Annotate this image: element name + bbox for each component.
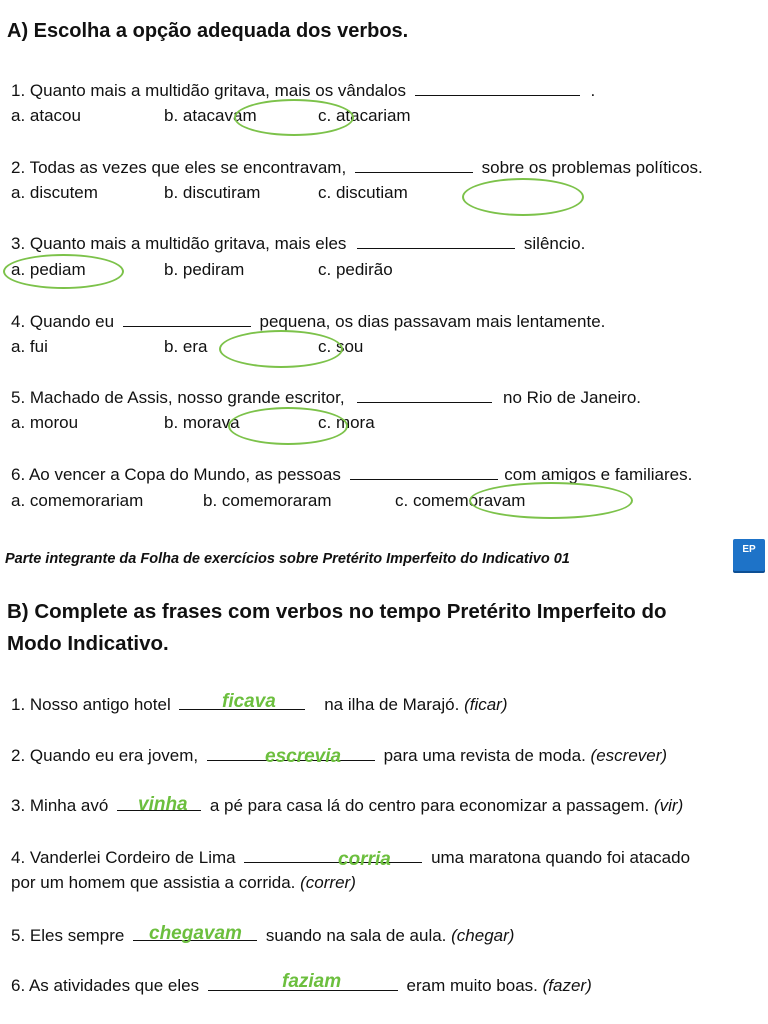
question-6 — [11, 465, 692, 485]
question-text: 5. Machado de Assis, nosso grande escritor, — [11, 388, 345, 407]
verb-hint: (fazer) — [542, 976, 592, 995]
question-text: 4. Quando eu — [11, 312, 115, 331]
option-b: b. atacavam — [164, 106, 257, 125]
selection-circle — [219, 330, 343, 368]
option-b: b. comemoraram — [203, 491, 332, 510]
answer-blank — [244, 848, 422, 863]
option-a: a. pediam — [11, 260, 86, 279]
exercise-5 — [11, 926, 514, 946]
answer-blank — [357, 234, 515, 249]
question-text: 3. Quanto mais a multidão gritava, mais eles — [11, 234, 347, 253]
answer-blank — [355, 158, 473, 173]
exercise-tail: a pé para casa lá do centro para economizar a passagem. — [209, 796, 650, 815]
exercise-text: 2. Quando eu era jovem, — [11, 746, 199, 765]
ep-logo — [733, 539, 765, 571]
verb-hint: (ficar) — [464, 695, 508, 714]
question-text: 1. Quanto mais a multidão gritava, mais os vândalos — [11, 81, 406, 100]
selection-circle — [228, 407, 348, 445]
option-a: a. morou — [11, 413, 79, 432]
exercise-text: 3. Minha avó — [11, 796, 109, 815]
option-a: a. discutem — [11, 183, 98, 202]
answer-blank — [357, 388, 492, 403]
option-c: c. pedirão — [318, 260, 393, 279]
selection-circle — [469, 482, 633, 519]
question-text: 6. Ao vencer a Copa do Mundo, as pessoas — [11, 465, 341, 484]
exercise-tail: suando na sala de aula. — [265, 926, 447, 945]
question-tail: . — [590, 81, 596, 100]
exercise-3 — [11, 796, 683, 816]
handwritten-answer: ficava — [222, 691, 276, 712]
option-c: c. discutiam — [318, 183, 408, 202]
question-tail: no Rio de Janeiro. — [503, 388, 642, 407]
handwritten-answer: chegavam — [149, 923, 242, 944]
handwritten-answer: faziam — [282, 971, 342, 992]
worksheet-caption: Parte integrante da Folha de exercícios sobre Pretérito Imperfeito do Indicativo 01 — [5, 551, 570, 567]
exercise-text: 4. Vanderlei Cordeiro de Lima — [11, 848, 236, 867]
logo-text: EP — [742, 544, 756, 555]
handwritten-answer: escrevia — [265, 746, 342, 767]
verb-hint: (correr) — [300, 873, 356, 892]
exercise-tail: eram muito boas. — [406, 976, 538, 995]
selection-circle — [3, 254, 124, 289]
option-a: a. atacou — [11, 106, 81, 125]
question-3 — [11, 234, 585, 254]
answer-blank — [415, 81, 580, 96]
option-b: b. morava — [164, 413, 240, 432]
section-a-title: A) Escolha a opção adequada dos verbos. — [7, 20, 409, 42]
verb-hint: (escrever) — [590, 746, 668, 765]
answer-blank — [350, 465, 498, 480]
section-b-title-line2: Modo Indicativo. — [7, 632, 169, 655]
exercise-tail: para uma revista de moda. — [383, 746, 586, 765]
question-4 — [11, 312, 605, 332]
exercise-4-line2 — [11, 873, 356, 893]
option-c: c. comemoravam — [395, 491, 526, 510]
selection-circle — [462, 178, 584, 216]
exercise-text: 1. Nosso antigo hotel — [11, 695, 171, 714]
verb-hint: (vir) — [653, 796, 684, 815]
exercise-text: 5. Eles sempre — [11, 926, 125, 945]
question-2 — [11, 158, 703, 178]
question-text: 2. Todas as vezes que eles se encontravam, — [11, 158, 347, 177]
question-tail: sobre os problemas políticos. — [481, 158, 703, 177]
answer-blank — [123, 312, 251, 327]
option-b: b. era — [164, 337, 208, 356]
question-tail: silêncio. — [523, 234, 586, 253]
question-tail: com amigos e familiares. — [504, 465, 693, 484]
option-b: b. discutiram — [164, 183, 261, 202]
handwritten-answer: corria — [338, 849, 391, 870]
question-tail: pequena, os dias passavam mais lentamente. — [259, 312, 606, 331]
handwritten-answer: vinha — [138, 794, 188, 815]
option-c: c. atacariam — [318, 106, 411, 125]
option-a: a. comemorariam — [11, 491, 144, 510]
option-a: a. fui — [11, 337, 48, 356]
exercise-tail: uma maratona quando foi atacado — [431, 848, 691, 867]
selection-circle — [234, 99, 354, 136]
question-1 — [11, 81, 595, 101]
section-b-title-line1: B) Complete as frases com verbos no tempo Pretérito Imperfeito do — [7, 600, 667, 623]
question-5 — [11, 388, 641, 408]
option-b: b. pediram — [164, 260, 245, 279]
option-c: c. mora — [318, 413, 375, 432]
verb-hint: (chegar) — [451, 926, 515, 945]
exercise-tail: na ilha de Marajó. — [324, 695, 460, 714]
exercise-text-line2: por um homem que assistia a corrida. — [11, 873, 296, 892]
exercise-text: 6. As atividades que eles — [11, 976, 200, 995]
option-c: c. sou — [318, 337, 364, 356]
